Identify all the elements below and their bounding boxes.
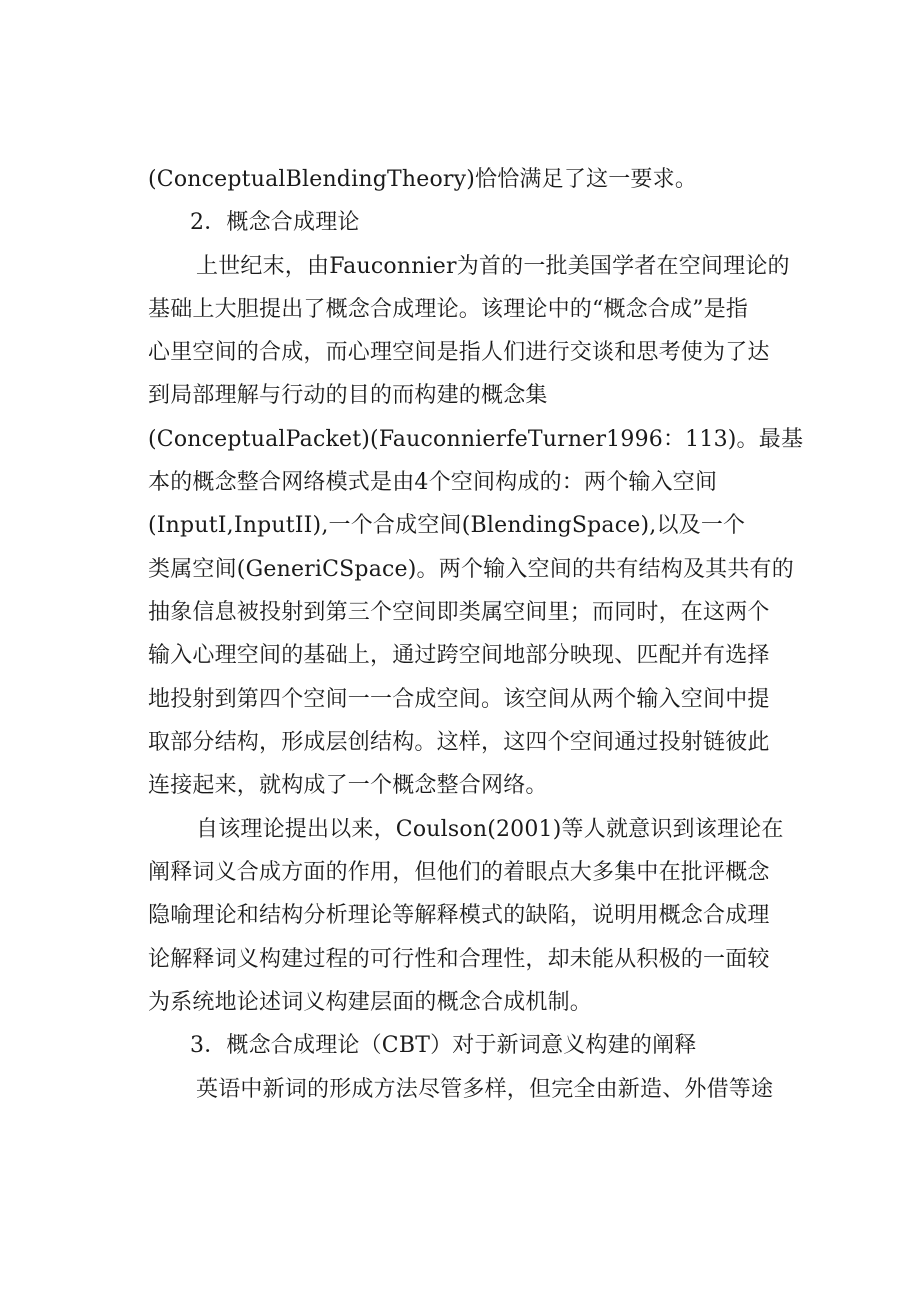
- text-line: 取部分结构，形成层创结构。这样，这四个空间通过投射链彼此: [148, 730, 770, 755]
- text-line: 连接起来，就构成了一个概念整合网络。: [148, 773, 548, 798]
- section-heading: 3．概念合成理论（CBT）对于新词意义构建的阐释: [190, 1033, 697, 1058]
- text-line: (ConceptualBlendingTheory)恰恰满足了这一要求。: [148, 167, 698, 192]
- text-line: 论解释词义构建过程的可行性和合理性，却未能从积极的一面较: [148, 947, 770, 972]
- text-line: 阐释词义合成方面的作用，但他们的着眼点大多集中在批评概念: [148, 860, 770, 885]
- paragraph-start-line: 上世纪末，由Fauconnier为首的一批美国学者在空间理论的: [196, 254, 790, 279]
- text-line: 抽象信息被投射到第三个空间即类属空间里；而同时，在这两个: [148, 600, 770, 625]
- paragraph-start-line: 自该理论提出以来，Coulson(2001)等人就意识到该理论在: [196, 817, 784, 842]
- text-line: 地投射到第四个空间一一合成空间。该空间从两个输入空间中提: [148, 687, 770, 712]
- text-line: 输入心理空间的基础上，通过跨空间地部分映现、匹配并有选择: [148, 643, 770, 668]
- text-line: 本的概念整合网络模式是由4个空间构成的：两个输入空间: [148, 470, 718, 495]
- text-line: 心里空间的合成，而心理空间是指人们进行交谈和思考使为了达: [148, 340, 770, 365]
- text-line: (ConceptualPacket)(FauconnierfeTurner1996：113)。最基: [148, 427, 804, 452]
- text-line: (InputI,InputII),一个合成空间(BlendingSpace),以及一个: [148, 513, 746, 538]
- text-line: 基础上大胆提出了概念合成理论。该理论中的“概念合成”是指: [148, 297, 749, 322]
- text-line: 隐喻理论和结构分析理论等解释模式的缺陷，说明用概念合成理: [148, 903, 770, 928]
- section-heading: 2．概念合成理论: [190, 210, 360, 235]
- text-line: 为系统地论述词义构建层面的概念合成机制。: [148, 990, 593, 1015]
- text-line: 到局部理解与行动的目的而构建的概念集: [148, 383, 548, 408]
- text-line: 类属空间(GeneriCSpace)。两个输入空间的共有结构及其共有的: [148, 557, 794, 582]
- paragraph-start-line: 英语中新词的形成方法尽管多样，但完全由新造、外借等途: [196, 1077, 774, 1102]
